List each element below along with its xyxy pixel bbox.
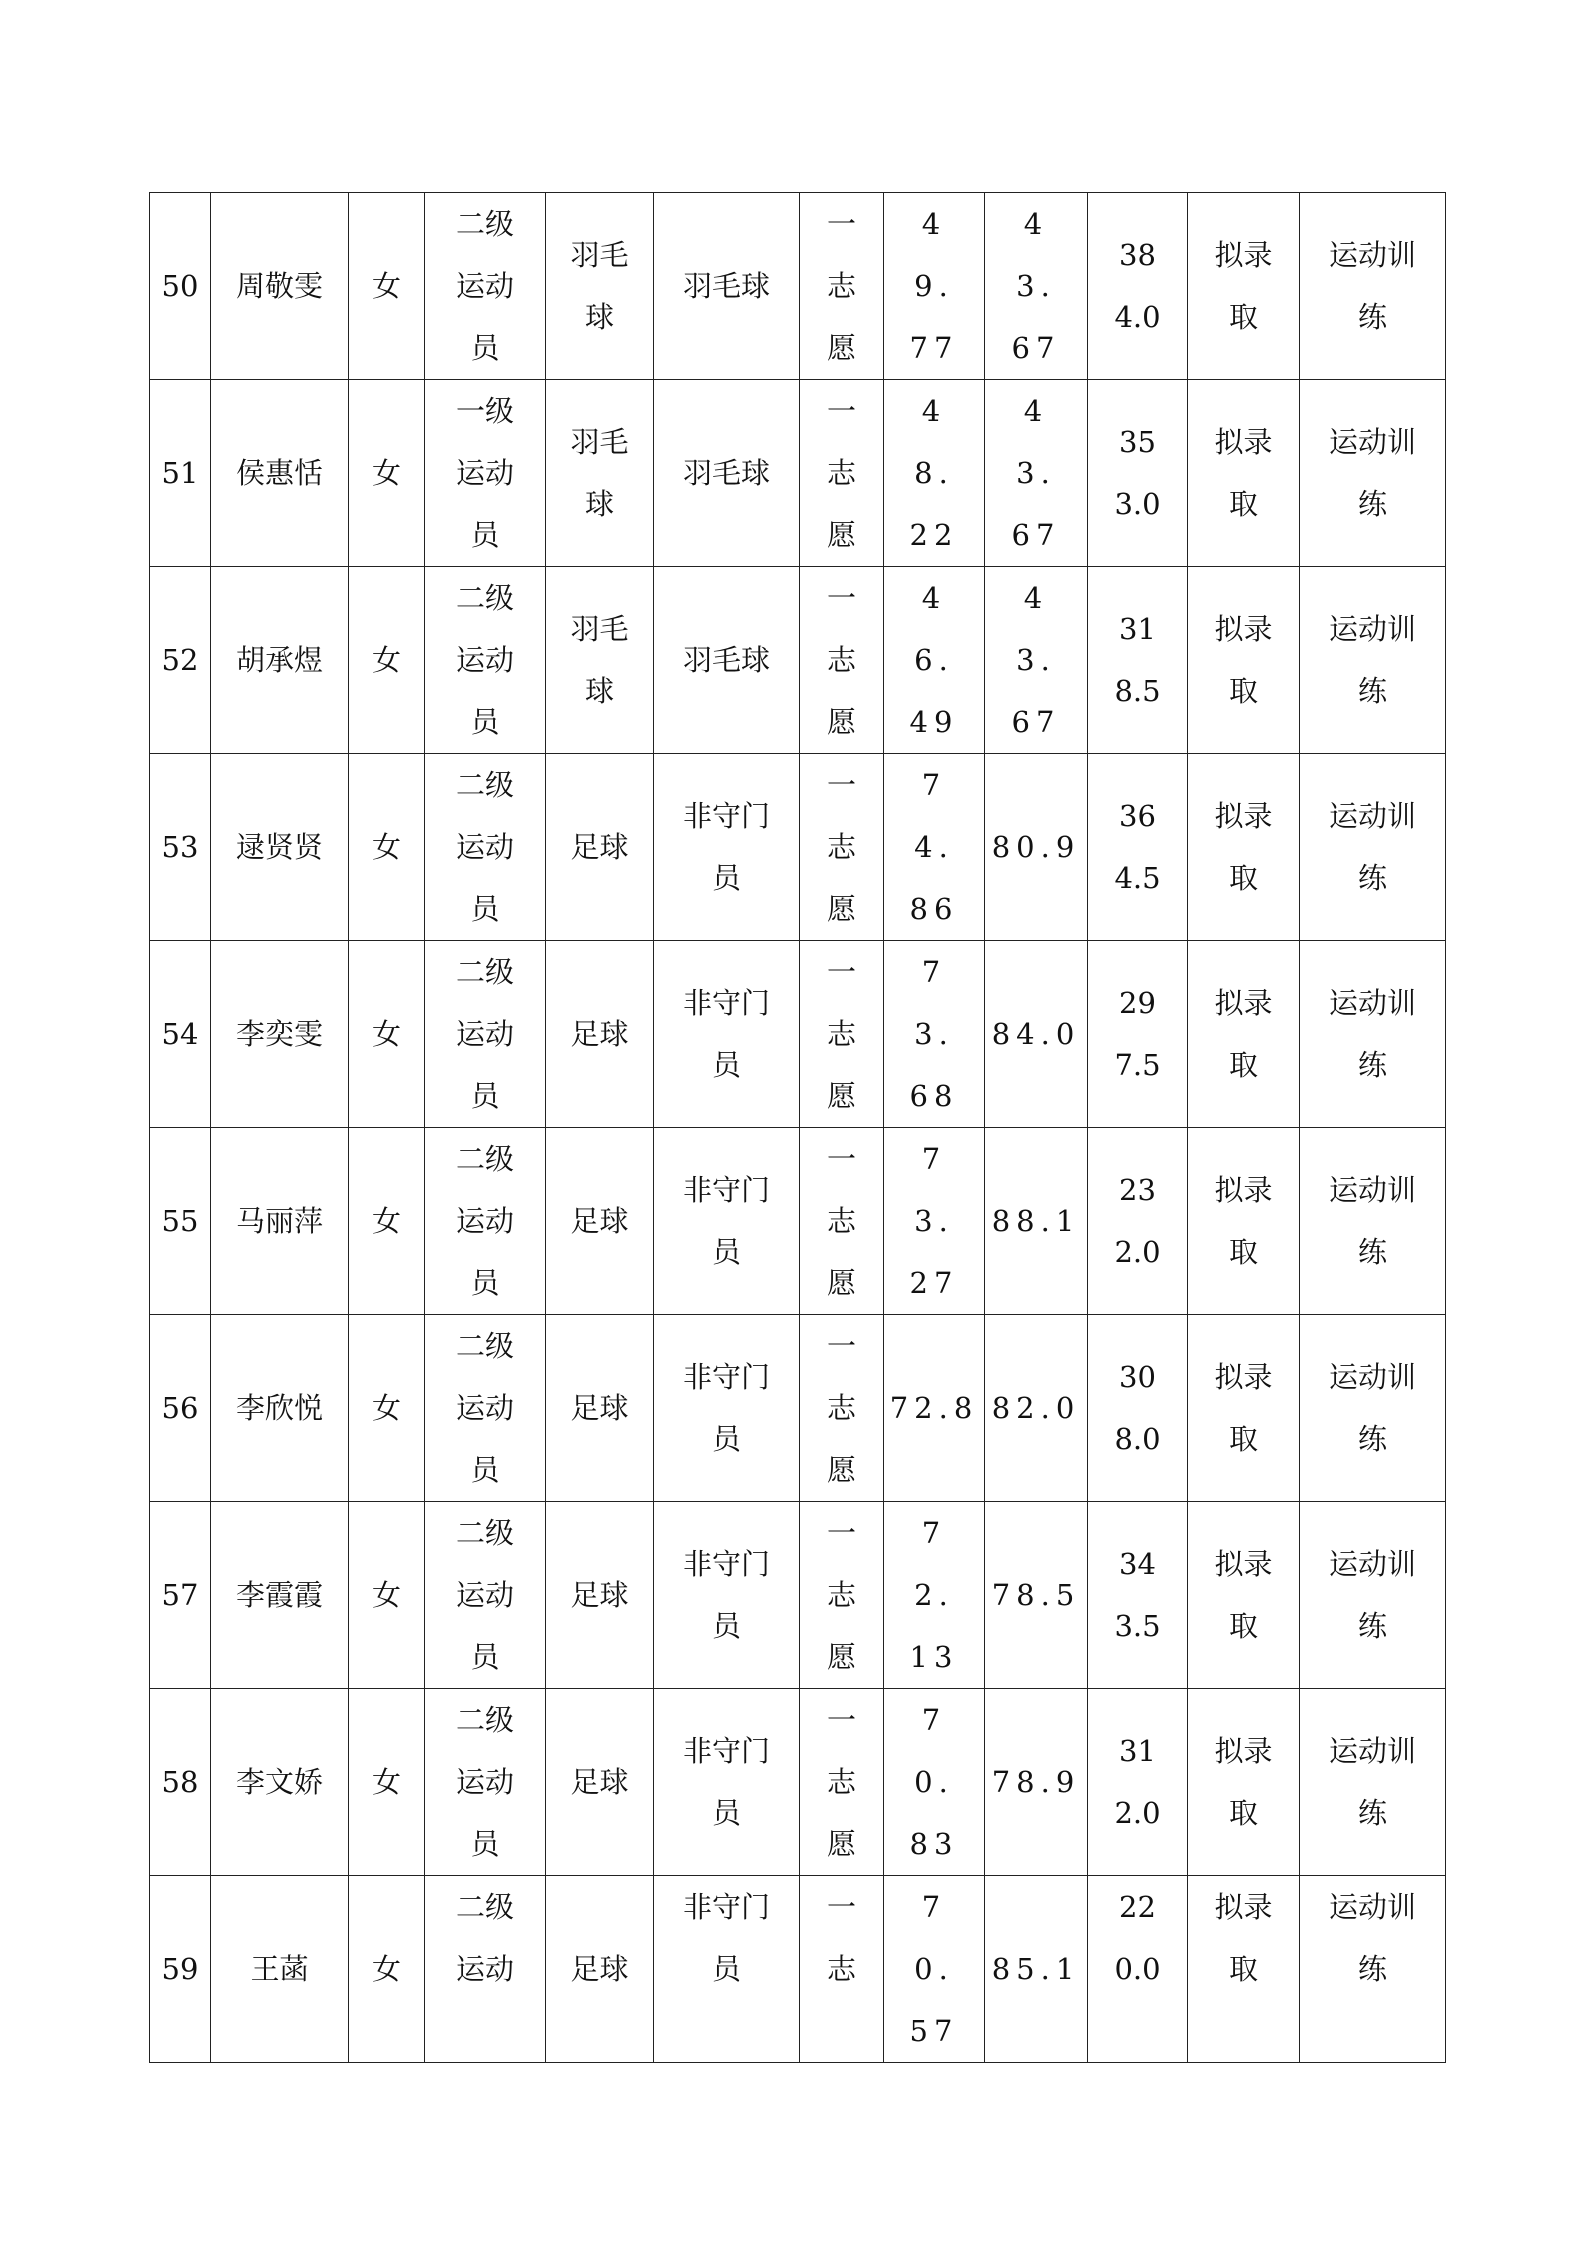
table-row <box>150 941 1446 1128</box>
cell-no: 59 <box>150 1876 211 2063</box>
cell-level <box>425 1876 546 2063</box>
major-text: 运动训练 <box>1328 612 1416 708</box>
cell-no: 55 <box>150 1128 211 1315</box>
sport-text: 足球 <box>570 1952 629 1986</box>
cell-score-a <box>884 380 985 567</box>
level-text: 一级运动员 <box>455 394 514 552</box>
table-row <box>150 193 1446 380</box>
status-text: 拟录取 <box>1214 238 1273 334</box>
choice-text: 一志愿 <box>826 768 856 926</box>
score-b-text: 78.9 <box>991 1765 1081 1799</box>
choice-text: 一志愿 <box>826 1516 856 1674</box>
cell-gender: 女 <box>349 1689 425 1876</box>
score-c-text: 343.5 <box>1114 1547 1161 1643</box>
cell-score-b <box>985 941 1088 1128</box>
cell-name: 李欣悦 <box>211 1315 349 1502</box>
major-text: 运动训练 <box>1328 1734 1416 1830</box>
level-text: 二级运动员 <box>455 1516 514 1674</box>
major-text: 运动训练 <box>1328 1173 1416 1269</box>
cell-event <box>654 567 800 754</box>
cell-score-c <box>1088 754 1188 941</box>
cell-no: 54 <box>150 941 211 1128</box>
status-text: 拟录取 <box>1214 986 1273 1082</box>
level-text: 二级运动员 <box>455 581 514 739</box>
cell-score-a <box>884 1689 985 1876</box>
score-c-text: 297.5 <box>1114 986 1161 1082</box>
major-text: 运动训练 <box>1328 238 1416 334</box>
score-c-text: 232.0 <box>1114 1173 1161 1269</box>
major-text: 运动训练 <box>1328 986 1416 1082</box>
cell-level <box>425 1502 546 1689</box>
score-c-text: 220.0 <box>1114 1890 1161 1986</box>
cell-score-a <box>884 1315 985 1502</box>
cell-level <box>425 941 546 1128</box>
cell-major <box>1300 1128 1446 1315</box>
score-a-text: 72.13 <box>909 1516 959 1674</box>
cell-no: 51 <box>150 380 211 567</box>
cell-score-c <box>1088 567 1188 754</box>
sport-text: 羽毛球 <box>570 612 629 708</box>
major-text: 运动训练 <box>1328 425 1416 521</box>
cell-major <box>1300 1315 1446 1502</box>
cell-choice <box>800 941 884 1128</box>
cell-status <box>1188 1689 1300 1876</box>
table-row <box>150 1315 1446 1502</box>
sport-text: 足球 <box>570 830 629 864</box>
sport-text: 足球 <box>570 1017 629 1051</box>
level-text: 二级运动员 <box>455 207 514 365</box>
score-a-text: 70.83 <box>909 1703 959 1861</box>
event-text: 羽毛球 <box>682 456 770 490</box>
cell-status <box>1188 1315 1300 1502</box>
cell-gender: 女 <box>349 1128 425 1315</box>
choice-text: 一志愿 <box>826 1329 856 1487</box>
cell-status <box>1188 380 1300 567</box>
level-text: 二级运动员 <box>455 1142 514 1300</box>
cell-event <box>654 1689 800 1876</box>
level-text: 二级运动员 <box>455 1329 514 1487</box>
cell-choice <box>800 193 884 380</box>
cell-choice <box>800 1315 884 1502</box>
score-c-text: 384.0 <box>1114 238 1161 334</box>
cell-gender: 女 <box>349 1876 425 2063</box>
table-row <box>150 1689 1446 1876</box>
cell-sport <box>546 1502 654 1689</box>
cell-status <box>1188 567 1300 754</box>
cell-event <box>654 941 800 1128</box>
choice-text: 一志愿 <box>826 581 856 739</box>
cell-major <box>1300 941 1446 1128</box>
cell-name: 逯贤贤 <box>211 754 349 941</box>
cell-gender: 女 <box>349 941 425 1128</box>
cell-sport <box>546 754 654 941</box>
table-row <box>150 1876 1446 2063</box>
cell-no: 58 <box>150 1689 211 1876</box>
cell-no: 50 <box>150 193 211 380</box>
cell-choice <box>800 380 884 567</box>
score-b-text: 78.5 <box>991 1578 1081 1612</box>
status-text: 拟录取 <box>1214 612 1273 708</box>
sport-text: 足球 <box>570 1391 629 1425</box>
cell-name: 李霞霞 <box>211 1502 349 1689</box>
cell-gender: 女 <box>349 1502 425 1689</box>
cell-name: 马丽萍 <box>211 1128 349 1315</box>
cell-score-c <box>1088 1689 1188 1876</box>
cell-score-c <box>1088 380 1188 567</box>
cell-score-a <box>884 941 985 1128</box>
cell-no: 52 <box>150 567 211 754</box>
score-b-text: 84.0 <box>991 1017 1081 1051</box>
table-row <box>150 1502 1446 1689</box>
cell-gender: 女 <box>349 193 425 380</box>
cell-score-c <box>1088 1876 1188 2063</box>
major-text: 运动训练 <box>1328 1360 1416 1456</box>
status-text: 拟录取 <box>1214 1734 1273 1830</box>
cell-level <box>425 380 546 567</box>
event-text: 非守门员 <box>682 986 770 1082</box>
cell-status <box>1188 941 1300 1128</box>
choice-text: 一志愿 <box>826 394 856 552</box>
cell-score-b <box>985 754 1088 941</box>
cell-event <box>654 1876 800 2063</box>
score-c-text: 353.0 <box>1114 425 1161 521</box>
cell-status <box>1188 1502 1300 1689</box>
cell-sport <box>546 567 654 754</box>
cell-no: 57 <box>150 1502 211 1689</box>
cell-event <box>654 1128 800 1315</box>
cell-score-b <box>985 1876 1088 2063</box>
level-text: 二级运动员 <box>455 1703 514 1861</box>
cell-major <box>1300 380 1446 567</box>
cell-gender: 女 <box>349 567 425 754</box>
cell-major <box>1300 754 1446 941</box>
cell-sport <box>546 1315 654 1502</box>
cell-major <box>1300 193 1446 380</box>
major-text: 运动训练 <box>1328 1890 1416 1986</box>
cell-sport <box>546 1128 654 1315</box>
score-a-text: 72.8 <box>889 1391 979 1425</box>
table-row <box>150 380 1446 567</box>
cell-sport <box>546 1876 654 2063</box>
cell-level <box>425 754 546 941</box>
cell-gender: 女 <box>349 1315 425 1502</box>
cell-major <box>1300 1502 1446 1689</box>
cell-status <box>1188 1128 1300 1315</box>
event-text: 非守门员 <box>682 1547 770 1643</box>
cell-score-a <box>884 1128 985 1315</box>
cell-choice <box>800 1128 884 1315</box>
cell-event <box>654 380 800 567</box>
cell-name: 李奕雯 <box>211 941 349 1128</box>
cell-choice <box>800 754 884 941</box>
cell-score-c <box>1088 1502 1188 1689</box>
score-c-text: 364.5 <box>1114 799 1161 895</box>
score-b-text: 43.67 <box>1011 394 1061 552</box>
cell-choice <box>800 567 884 754</box>
level-text: 二级运动员 <box>455 768 514 926</box>
score-a-text: 74.86 <box>909 768 959 926</box>
sport-text: 足球 <box>570 1765 629 1799</box>
cell-level <box>425 1128 546 1315</box>
event-text: 羽毛球 <box>682 269 770 303</box>
cell-score-b <box>985 1315 1088 1502</box>
cell-score-c <box>1088 941 1188 1128</box>
cell-no: 53 <box>150 754 211 941</box>
choice-text: 一志 <box>826 1890 856 1986</box>
cell-name: 王菡 <box>211 1876 349 2063</box>
cell-name: 胡承煜 <box>211 567 349 754</box>
choice-text: 一志愿 <box>826 1703 856 1861</box>
cell-event <box>654 1502 800 1689</box>
cell-sport <box>546 193 654 380</box>
cell-choice <box>800 1502 884 1689</box>
cell-level <box>425 1689 546 1876</box>
event-text: 非守门员 <box>682 1360 770 1456</box>
status-text: 拟录取 <box>1214 1890 1273 1986</box>
cell-score-b <box>985 567 1088 754</box>
score-a-text: 73.27 <box>909 1142 959 1300</box>
status-text: 拟录取 <box>1214 799 1273 895</box>
sport-text: 足球 <box>570 1578 629 1612</box>
major-text: 运动训练 <box>1328 799 1416 895</box>
choice-text: 一志愿 <box>826 207 856 365</box>
cell-level <box>425 1315 546 1502</box>
sport-text: 羽毛球 <box>570 425 629 521</box>
score-c-text: 318.5 <box>1114 612 1161 708</box>
cell-score-b <box>985 1689 1088 1876</box>
cell-score-b <box>985 1128 1088 1315</box>
cell-score-a <box>884 193 985 380</box>
cell-sport <box>546 941 654 1128</box>
major-text: 运动训练 <box>1328 1547 1416 1643</box>
sport-text: 足球 <box>570 1204 629 1238</box>
cell-status <box>1188 193 1300 380</box>
cell-score-b <box>985 1502 1088 1689</box>
cell-status <box>1188 754 1300 941</box>
event-text: 非守门员 <box>682 799 770 895</box>
cell-sport <box>546 1689 654 1876</box>
score-a-text: 46.49 <box>909 581 959 739</box>
cell-choice <box>800 1876 884 2063</box>
table-row <box>150 1128 1446 1315</box>
cell-score-c <box>1088 193 1188 380</box>
cell-score-c <box>1088 1128 1188 1315</box>
cell-name: 李文娇 <box>211 1689 349 1876</box>
cell-major <box>1300 567 1446 754</box>
cell-score-a <box>884 567 985 754</box>
level-text: 二级运动 <box>455 1890 514 1986</box>
event-text: 羽毛球 <box>682 643 770 677</box>
cell-level <box>425 193 546 380</box>
score-a-text: 48.22 <box>909 394 959 552</box>
score-c-text: 308.0 <box>1114 1360 1161 1456</box>
cell-score-a <box>884 1502 985 1689</box>
score-a-text: 73.68 <box>909 955 959 1113</box>
score-a-text: 49.77 <box>909 207 959 365</box>
cell-score-b <box>985 380 1088 567</box>
status-text: 拟录取 <box>1214 1360 1273 1456</box>
score-b-text: 85.1 <box>991 1952 1081 1986</box>
cell-score-c <box>1088 1315 1188 1502</box>
choice-text: 一志愿 <box>826 955 856 1113</box>
cell-choice <box>800 1689 884 1876</box>
event-text: 非守门员 <box>682 1173 770 1269</box>
cell-score-a <box>884 1876 985 2063</box>
cell-name: 侯惠恬 <box>211 380 349 567</box>
cell-major <box>1300 1876 1446 2063</box>
cell-sport <box>546 380 654 567</box>
sport-text: 羽毛球 <box>570 238 629 334</box>
cell-gender: 女 <box>349 754 425 941</box>
choice-text: 一志愿 <box>826 1142 856 1300</box>
score-b-text: 88.1 <box>991 1204 1081 1238</box>
cell-major <box>1300 1689 1446 1876</box>
status-text: 拟录取 <box>1214 1547 1273 1643</box>
cell-status <box>1188 1876 1300 2063</box>
cell-score-a <box>884 754 985 941</box>
cell-score-b <box>985 193 1088 380</box>
cell-gender: 女 <box>349 380 425 567</box>
level-text: 二级运动员 <box>455 955 514 1113</box>
score-b-text: 43.67 <box>1011 207 1061 365</box>
score-b-text: 43.67 <box>1011 581 1061 739</box>
cell-level <box>425 567 546 754</box>
score-c-text: 312.0 <box>1114 1734 1161 1830</box>
admission-table <box>149 192 1446 2063</box>
cell-event <box>654 193 800 380</box>
status-text: 拟录取 <box>1214 425 1273 521</box>
cell-no: 56 <box>150 1315 211 1502</box>
event-text: 非守门员 <box>682 1734 770 1830</box>
status-text: 拟录取 <box>1214 1173 1273 1269</box>
cell-event <box>654 1315 800 1502</box>
score-b-text: 82.0 <box>991 1391 1081 1425</box>
cell-name: 周敬雯 <box>211 193 349 380</box>
score-a-text: 70.57 <box>909 1890 959 2048</box>
table-row <box>150 754 1446 941</box>
table-row <box>150 567 1446 754</box>
event-text: 非守门员 <box>682 1890 770 1986</box>
cell-event <box>654 754 800 941</box>
score-b-text: 80.9 <box>991 830 1081 864</box>
